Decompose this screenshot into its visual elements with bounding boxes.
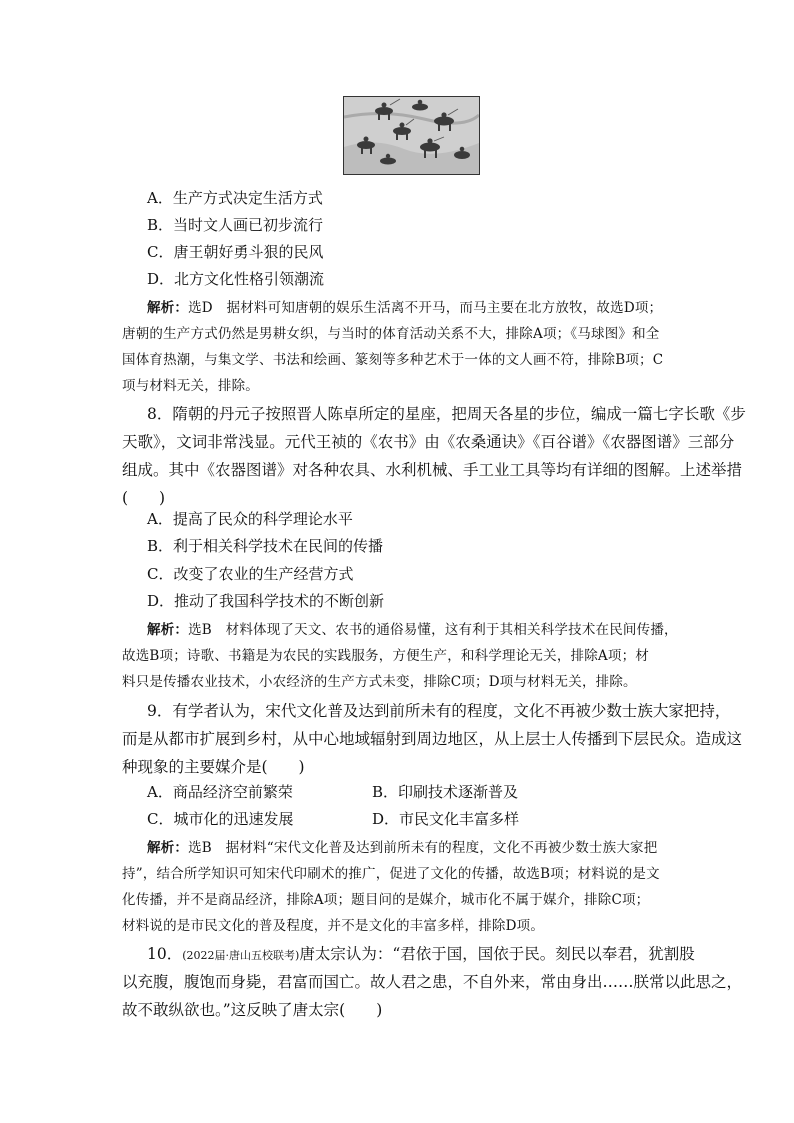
q8-analysis-line-3: 料只是传播农业技术，小农经济的生产方式未变，排除C项；D项与材料无关，排除。 <box>122 674 637 690</box>
q8-option-a: A．提高了民众的科学理论水平 <box>147 510 353 528</box>
q9-option-c: C．城市化的迅速发展 <box>147 810 294 828</box>
q9-stem-line-3: 种现象的主要媒介是( ) <box>122 758 305 776</box>
q9-analysis-line-3: 化传播，并不是商品经济，排除A项；题目问的是媒介，城市化不属于媒介，排除C项； <box>122 892 650 908</box>
q8-stem-line-4: ( ) <box>122 489 166 507</box>
q7-analysis-label: 解析： <box>147 300 189 316</box>
polo-painting-image <box>343 96 480 175</box>
q9-option-d: D．市民文化丰富多样 <box>372 810 520 828</box>
q9-analysis-label: 解析： <box>147 840 189 856</box>
q10-stem-line-2: 以充腹，腹饱而身毙，君富而国亡。故人君之患，不自外来，常由身出……朕常以此思之， <box>122 973 743 991</box>
q9-stem-line-2: 而是从都市扩展到乡村，从中心地域辐射到周边地区，从上层士人传播到下层民众。造成这 <box>122 730 743 748</box>
q7-option-b: B．当时文人画已初步流行 <box>147 216 324 234</box>
q7-analysis-line-4: 项与材料无关，排除。 <box>122 378 259 394</box>
q8-stem-line-1: 8．隋朝的丹元子按照晋人陈卓所定的星座，把周天各星的步位，编成一篇七字长歌《步 <box>147 405 746 423</box>
q9-analysis-text-1: 选B 据材料“宋代文化普及达到前所未有的程度，文化不再被少数士族大家把 <box>188 840 658 856</box>
q7-option-c: C．唐王朝好勇斗狠的民风 <box>147 243 324 261</box>
q9-analysis-line-2: 持”，结合所学知识可知宋代印刷术的推广，促进了文化的传播，故选B项；材料说的是文 <box>122 866 660 882</box>
q8-analysis-line-2: 故选B项；诗歌、书籍是为农民的实践服务，方便生产，和科学理论无关，排除A项；材 <box>122 648 649 664</box>
q8-option-d: D．推动了我国科学技术的不断创新 <box>147 592 385 610</box>
q9-option-b: B．印刷技术逐渐普及 <box>372 783 519 801</box>
polo-painting-art <box>344 97 479 174</box>
q9-analysis-line-4: 材料说的是市民文化的普及程度，并不是文化的丰富多样，排除D项。 <box>122 918 545 934</box>
q9-option-a: A．商品经济空前繁荣 <box>147 783 293 801</box>
q8-option-c: C．改变了农业的生产经营方式 <box>147 565 354 583</box>
q10-number: 10． <box>147 945 183 963</box>
q10-stem-line-1 <box>147 942 695 964</box>
q10-stem-line-3: 故不敢纵欲也。”这反映了唐太宗( ) <box>122 1001 383 1019</box>
q10-stem-text-1: 唐太宗认为：“君依于国，国依于民。刻民以奉君，犹割股 <box>299 945 695 963</box>
q7-analysis-line-2: 唐朝的生产方式仍然是男耕女织，与当时的体育活动关系不大，排除A项；《马球图》和全 <box>122 326 660 342</box>
q7-analysis-text-1: 选D 据材料可知唐朝的娱乐生活离不开马，而马主要在北方放牧，故选D项； <box>188 300 663 316</box>
q8-analysis-label: 解析： <box>147 622 189 638</box>
q9-stem-line-1: 9．有学者认为，宋代文化普及达到前所未有的程度，文化不再被少数士族大家把持， <box>147 702 731 720</box>
q10-source: (2022届·唐山五校联考) <box>182 949 300 962</box>
q8-analysis-line-1 <box>147 618 678 638</box>
q8-stem-line-2: 天歌》，文词非常浅显。元代王祯的《农书》由《农桑通诀》《百谷谱》《农器图谱》三部分 <box>122 433 735 451</box>
q7-option-a: A．生产方式决定生活方式 <box>147 189 323 207</box>
q8-analysis-text-1: 选B 材料体现了天文、农书的通俗易懂，这有利于其相关科学技术在民间传播， <box>188 622 678 638</box>
q8-option-b: B．利于相关科学技术在民间的传播 <box>147 537 384 555</box>
q9-analysis-line-1 <box>147 836 657 856</box>
q7-analysis-line-1 <box>147 296 662 316</box>
q8-stem-line-3: 组成。其中《农器图谱》对各种农具、水利机械、手工业工具等均有详细的图解。上述举措 <box>122 461 743 479</box>
q7-option-d: D．北方文化性格引领潮流 <box>147 270 325 288</box>
q7-analysis-line-3: 国体育热潮，与集文学、书法和绘画、篆刻等多种艺术于一体的文人画不符，排除B项；C <box>122 352 664 368</box>
